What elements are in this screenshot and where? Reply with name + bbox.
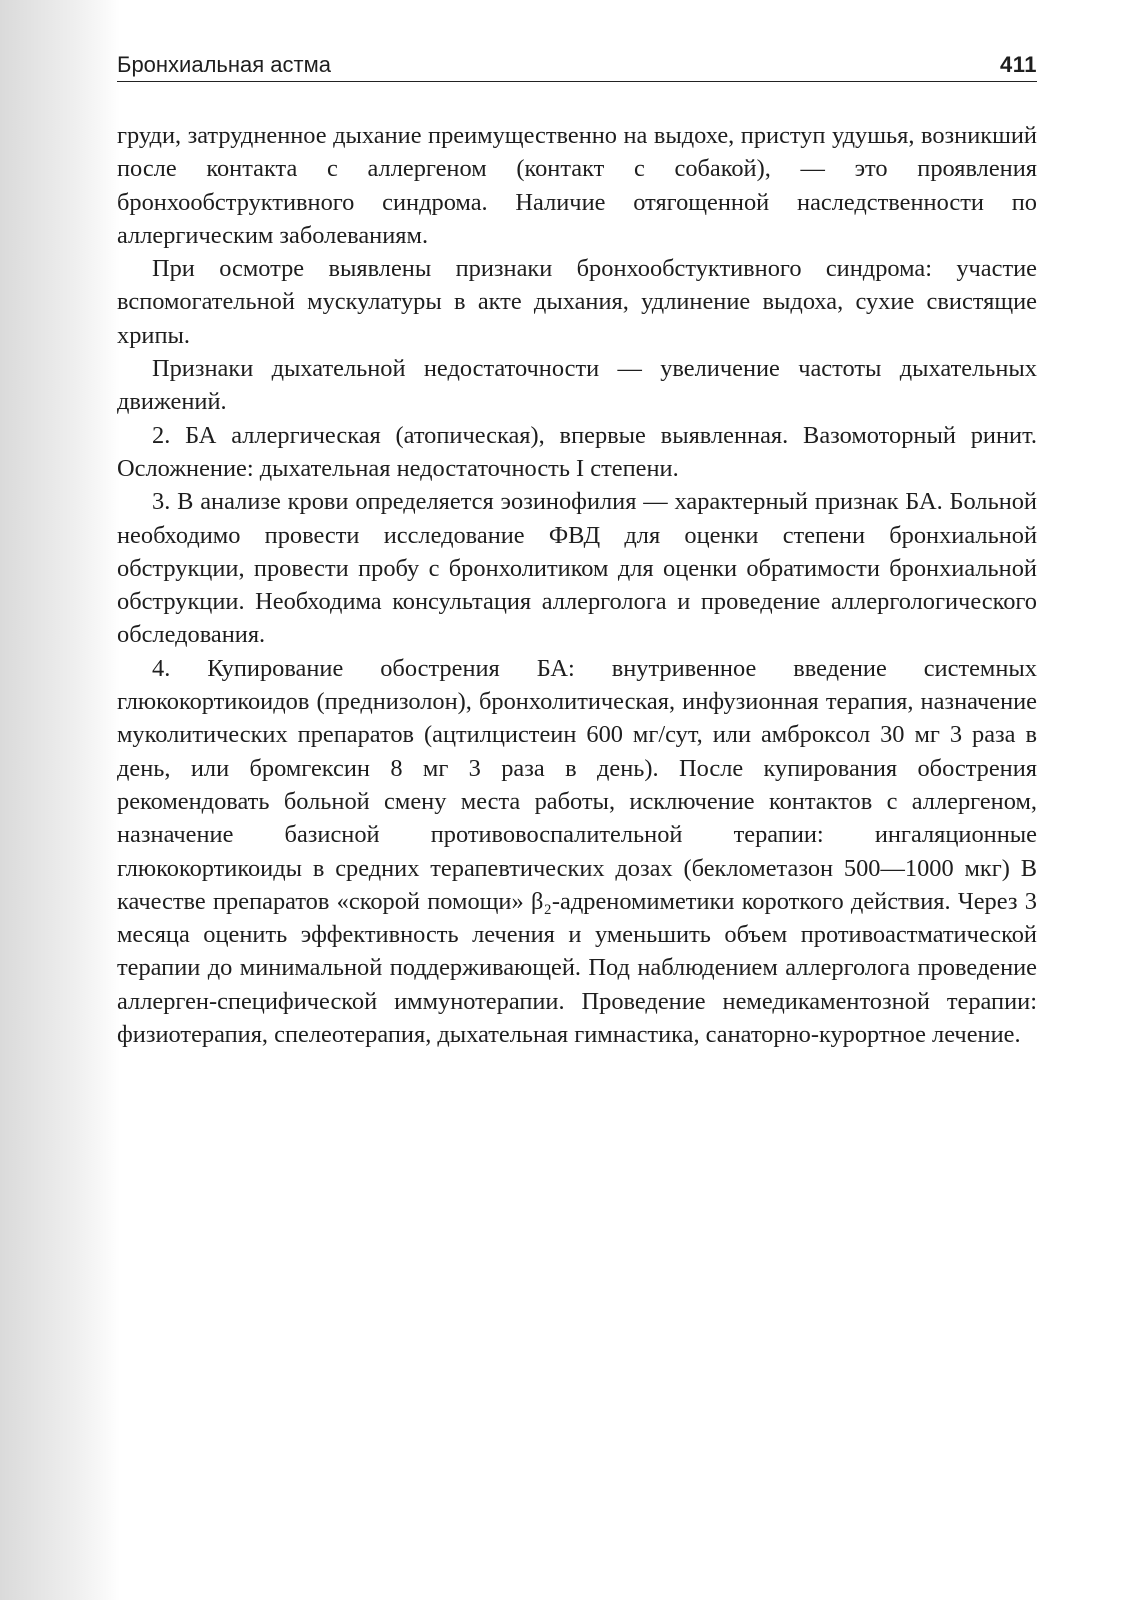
page-number: 411 — [1000, 52, 1037, 77]
paragraph-answer-3: 3. В анализе крови определяется эозинофилия — характерный признак БА. Больной необходимо провести исследование ФВД для оценки степени бронхиальной обструкции, провести пробу с бронхолитиком для оценки обратимости бронхиальной обструкции. Необходима консультация аллерголога и проведение аллергологического обследования. — [117, 488, 1037, 649]
paragraph-answer-4: 4. Купирование обострения БА: внутривенное введение системных глюкокортикоидов (преднизолон), бронхолитическая, инфузионная терапия, назначение муколитических препаратов (ацтилцистеин 600 мг/сут, или амброксол 30 мг 3 раза в день, или бромгексин 8 мг 3 раза в день). После купирования обострения рекомендовать больной смену места работы, исключение контактов с аллергеном, назначение базисной противовоспалительной терапии: ингаляционные глюкокортикоиды в средних терапевтических дозах (беклометазон 500—1000 мкг) В качестве препаратов «скорой помощи» β₂-адреномиметики короткого действия. Через 3 месяца оценить эффективность лечения и уменьшить объем противоастматической терапии до минимальной поддерживающей. Под наблюдением аллерголога проведение аллерген-специфической иммунотерапии. Проведение немедикаментозной терапии: физиотерапия, спелеотерапия, дыхательная гимнастика, санаторно-курортное лечение. — [117, 654, 1037, 1049]
paragraph-respiratory-failure: Признаки дыхательной недостаточности — увеличение частоты дыхательных движений. — [117, 355, 1037, 416]
running-header-title: Бронхиальная астма — [117, 52, 331, 77]
book-spine-shadow — [0, 0, 120, 1600]
paragraph-examination: При осмотре выявлены признаки бронхообстуктивного синдрома: участие вспомогательной мускулатуры в акте дыхания, удлинение выдоха, сухие свистящие хрипы. — [117, 255, 1037, 349]
paragraph-continuation: груди, затрудненное дыхание преимущественно на выдохе, приступ удушья, возникший после контакта с аллергеном (контакт с собакой), — это проявления бронхообструктивного синдрома. Наличие отягощенной наследственности по аллергическим заболеваниям. — [117, 122, 1037, 249]
document-page — [117, 52, 1037, 1051]
body-text — [117, 119, 1037, 1051]
paragraph-answer-2: 2. БА аллергическая (атопическая), впервые выявленная. Вазомоторный ринит. Осложнение: дыхательная недостаточность I степени. — [117, 421, 1037, 482]
running-header — [117, 52, 1037, 82]
